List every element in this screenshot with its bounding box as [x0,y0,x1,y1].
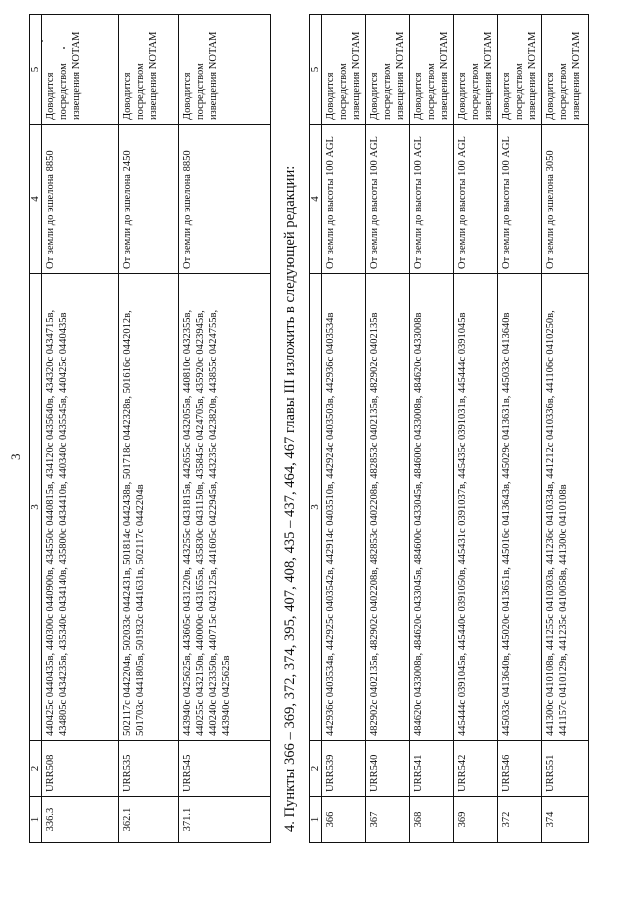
boundary-coordinates: 443940с 0425625в, 443605с 0431220в, 443255с 0431815в, 442655с 0432055в, 440810с 0432355в, 440255с 0432150в, 440000с 0431655в, 435830с 0431150в, 435845с 0424705в, 435920с 0423945в, 440240с 0423350в, 440715с 0423125в, 441605с 0422945в, 443235с 0423820в, 443855с 0424755в, 443940с 0425625в [179,274,271,741]
table-row [42,15,119,843]
zone-code: URR551 [542,741,589,797]
notes: Доводится посредством извещения NOTAM [42,15,119,125]
zone-code: URR541 [410,741,454,797]
table-header-row [310,15,322,843]
table-row [410,15,454,843]
item-number: 362.1 [119,797,179,843]
amendment-heading: 4. Пункты 366 – 369, 372, 374, 395, 407, 408, 435 – 437, 464, 467 главы III изложить в следующей редакции: [282,165,298,832]
vertical-limits: От земли до эшелона 3050 [542,125,589,274]
notes: Доводится посредством извещения NOTAM [410,15,454,125]
header-col-2: 2 [310,741,322,797]
item-number: 367 [366,797,410,843]
vertical-limits: От земли до высоты 100 AGL [366,125,410,274]
boundary-coordinates: 482902с 0402135в, 482902с 0402208в, 482853с 0402208в, 482853с 0402135в, 482902с 0402135в [366,274,410,741]
item-number: 336.3 [42,797,119,843]
vertical-limits: От земли до высоты 100 AGL [498,125,542,274]
airspace-table-1 [29,14,271,843]
table-row [542,15,589,843]
table-row [498,15,542,843]
notes: Доводится посредством извещения NOTAM [498,15,542,125]
boundary-coordinates: 440425с 0440435в, 440300с 0440900в, 434550с 0440815в, 434120с 0435640в, 434320с 0434715в, 434805с 0434235в, 435340с 0434140в, 435800с 0434410в, 440340с 0435545в, 440425с 0440435в [42,274,119,741]
header-col-4: 4 [30,125,42,274]
boundary-coordinates: 441300с 0410108в, 441255с 0410303в, 441236с 0410334в, 441212с 0410336в, 441106с 0410250в, 441157с 0410129в, 441235с 0410058в, 441300с 0410108в [542,274,589,741]
notes: Доводится посредством извещения NOTAM [366,15,410,125]
zone-code: URR546 [498,741,542,797]
zone-code: URR542 [454,741,498,797]
item-number: 372 [498,797,542,843]
vertical-limits: От земли до эшелона 8850 [42,125,119,274]
notes: Доводится посредством извещения NOTAM [454,15,498,125]
airspace-table-2 [309,14,589,843]
notes: Доводится посредством извещения NOTAM [542,15,589,125]
header-col-1: 1 [310,797,322,843]
table-row [119,15,179,843]
boundary-coordinates: 445033с 0413640в, 445020с 0413651в, 445016с 0413643в, 445029с 0413631в, 445033с 0413640в [498,274,542,741]
notes: Доводится посредством извещения NOTAM [322,15,366,125]
item-number: 374 [542,797,589,843]
page-number: 3 [8,453,23,460]
boundary-coordinates: 442936с 0403534в, 442925с 0403542в, 442914с 0403510в, 442924с 0403503в, 442936с 0403534в [322,274,366,741]
item-number: 368 [410,797,454,843]
item-number: 369 [454,797,498,843]
table-row [322,15,366,843]
header-col-3: 3 [30,274,42,741]
header-col-4: 4 [310,125,322,274]
boundary-coordinates: 445444с 0391045в, 445440с 0391050в, 445431с 0391037в, 445435с 0391031в, 445444с 0391045в [454,274,498,741]
zone-code: URR535 [119,741,179,797]
boundary-coordinates: 484620с 0433008в, 484620с 0433045в, 484600с 0433045в, 484600с 0433008в, 484620с 0433008в [410,274,454,741]
header-col-5: 5 [310,15,322,125]
vertical-limits: От земли до эшелона 2450 [119,125,179,274]
zone-code: URR539 [322,741,366,797]
vertical-limits: От земли до эшелона 8850 [179,125,271,274]
table-row [179,15,271,843]
vertical-limits: От земли до высоты 100 AGL [322,125,366,274]
vertical-limits: От земли до высоты 100 AGL [454,125,498,274]
notes: Доводится посредством извещения NOTAM [179,15,271,125]
header-col-2: 2 [30,741,42,797]
item-number: 371.1 [179,797,271,843]
vertical-limits: От земли до высоты 100 AGL [410,125,454,274]
zone-code: URR545 [179,741,271,797]
table-row [366,15,410,843]
header-col-5: 5 [30,15,42,125]
zone-code: URR508 [42,741,119,797]
notes: Доводится посредством извещения NOTAM [119,15,179,125]
boundary-coordinates: 502117с 0442204в, 502033с 0442431в, 501814с 0442438в, 501718с 0442328в, 501616с 0442012в, 501703с 0441805в, 501932с 0441631в, 502117с 0442204в [119,274,179,741]
table-row [454,15,498,843]
header-col-3: 3 [310,274,322,741]
zone-code: URR540 [366,741,410,797]
item-number: 366 [322,797,366,843]
table-header-row [30,15,42,843]
header-col-1: 1 [30,797,42,843]
